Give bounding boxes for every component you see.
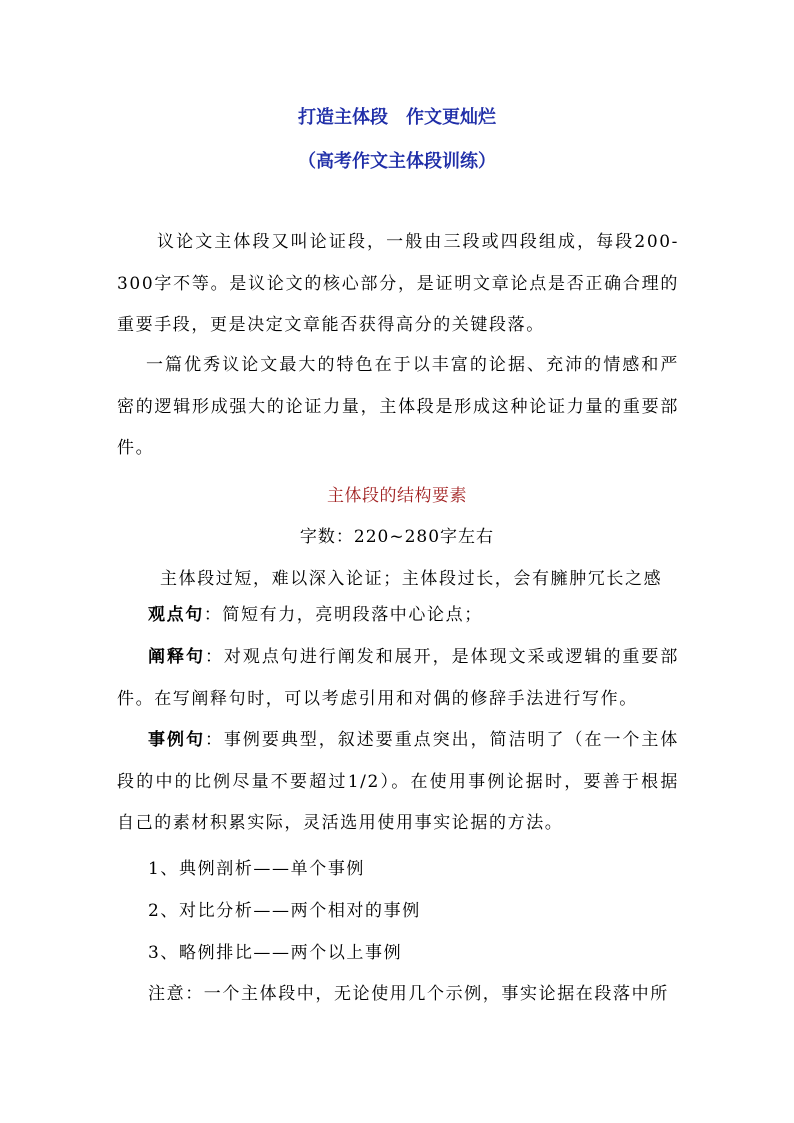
document-subtitle: （高考作文主体段训练） bbox=[298, 151, 496, 172]
document-title: 打造主体段 作文更灿烂 bbox=[298, 107, 496, 128]
element-text: ：事例要典型，叙述要重点突出，简洁明了（在一个主体段的中的比例尽量不要超过1/2）。在使用事例论据时，要善于根据自己的素材积累实际，灵活选用使用事实论据的方法。 bbox=[117, 730, 679, 833]
attention-note: 注意：一个主体段中，无论使用几个示例，事实论据在段落中所 bbox=[148, 984, 669, 1004]
element-label: 事例句 bbox=[148, 730, 205, 750]
method-item: 3、略例排比——两个以上事例 bbox=[148, 943, 403, 963]
word-count-line: 字数：220~280字左右 bbox=[299, 527, 495, 547]
element-text: ：对观点句进行阐发和展开，是体现文采或逻辑的重要部件。在写阐释句时，可以考虑引用和对偶的修辞手法进行写作。 bbox=[117, 647, 679, 709]
element-text: ：简短有力，亮明段落中心论点； bbox=[203, 605, 483, 625]
length-note: 主体段过短，难以深入论证；主体段过长，会有臃肿冗长之感 bbox=[160, 569, 663, 589]
method-item: 2、对比分析——两个相对的事例 bbox=[148, 901, 421, 921]
element-example-sentence bbox=[117, 720, 679, 845]
element-viewpoint-sentence bbox=[117, 595, 679, 637]
element-label: 阐释句 bbox=[148, 647, 205, 667]
section-heading: 主体段的结构要素 bbox=[327, 486, 467, 506]
element-label: 观点句 bbox=[148, 605, 204, 625]
intro-paragraph-1: 议论文主体段又叫论证段，一般由三段或四段组成，每段200-300字不等。是议论文的核心部分，是证明文章论点是否正确合理的重要手段，更是决定文章能否获得高分的关键段落。 bbox=[117, 232, 679, 335]
intro-paragraph-2: 一篇优秀议论文最大的特色在于以丰富的论据、充沛的情感和严密的逻辑形成强大的论证力量，主体段是形成这种论证力量的重要部件。 bbox=[117, 355, 679, 458]
element-explanation-sentence bbox=[117, 637, 679, 720]
method-item: 1、典例剖析——单个事例 bbox=[148, 859, 366, 879]
